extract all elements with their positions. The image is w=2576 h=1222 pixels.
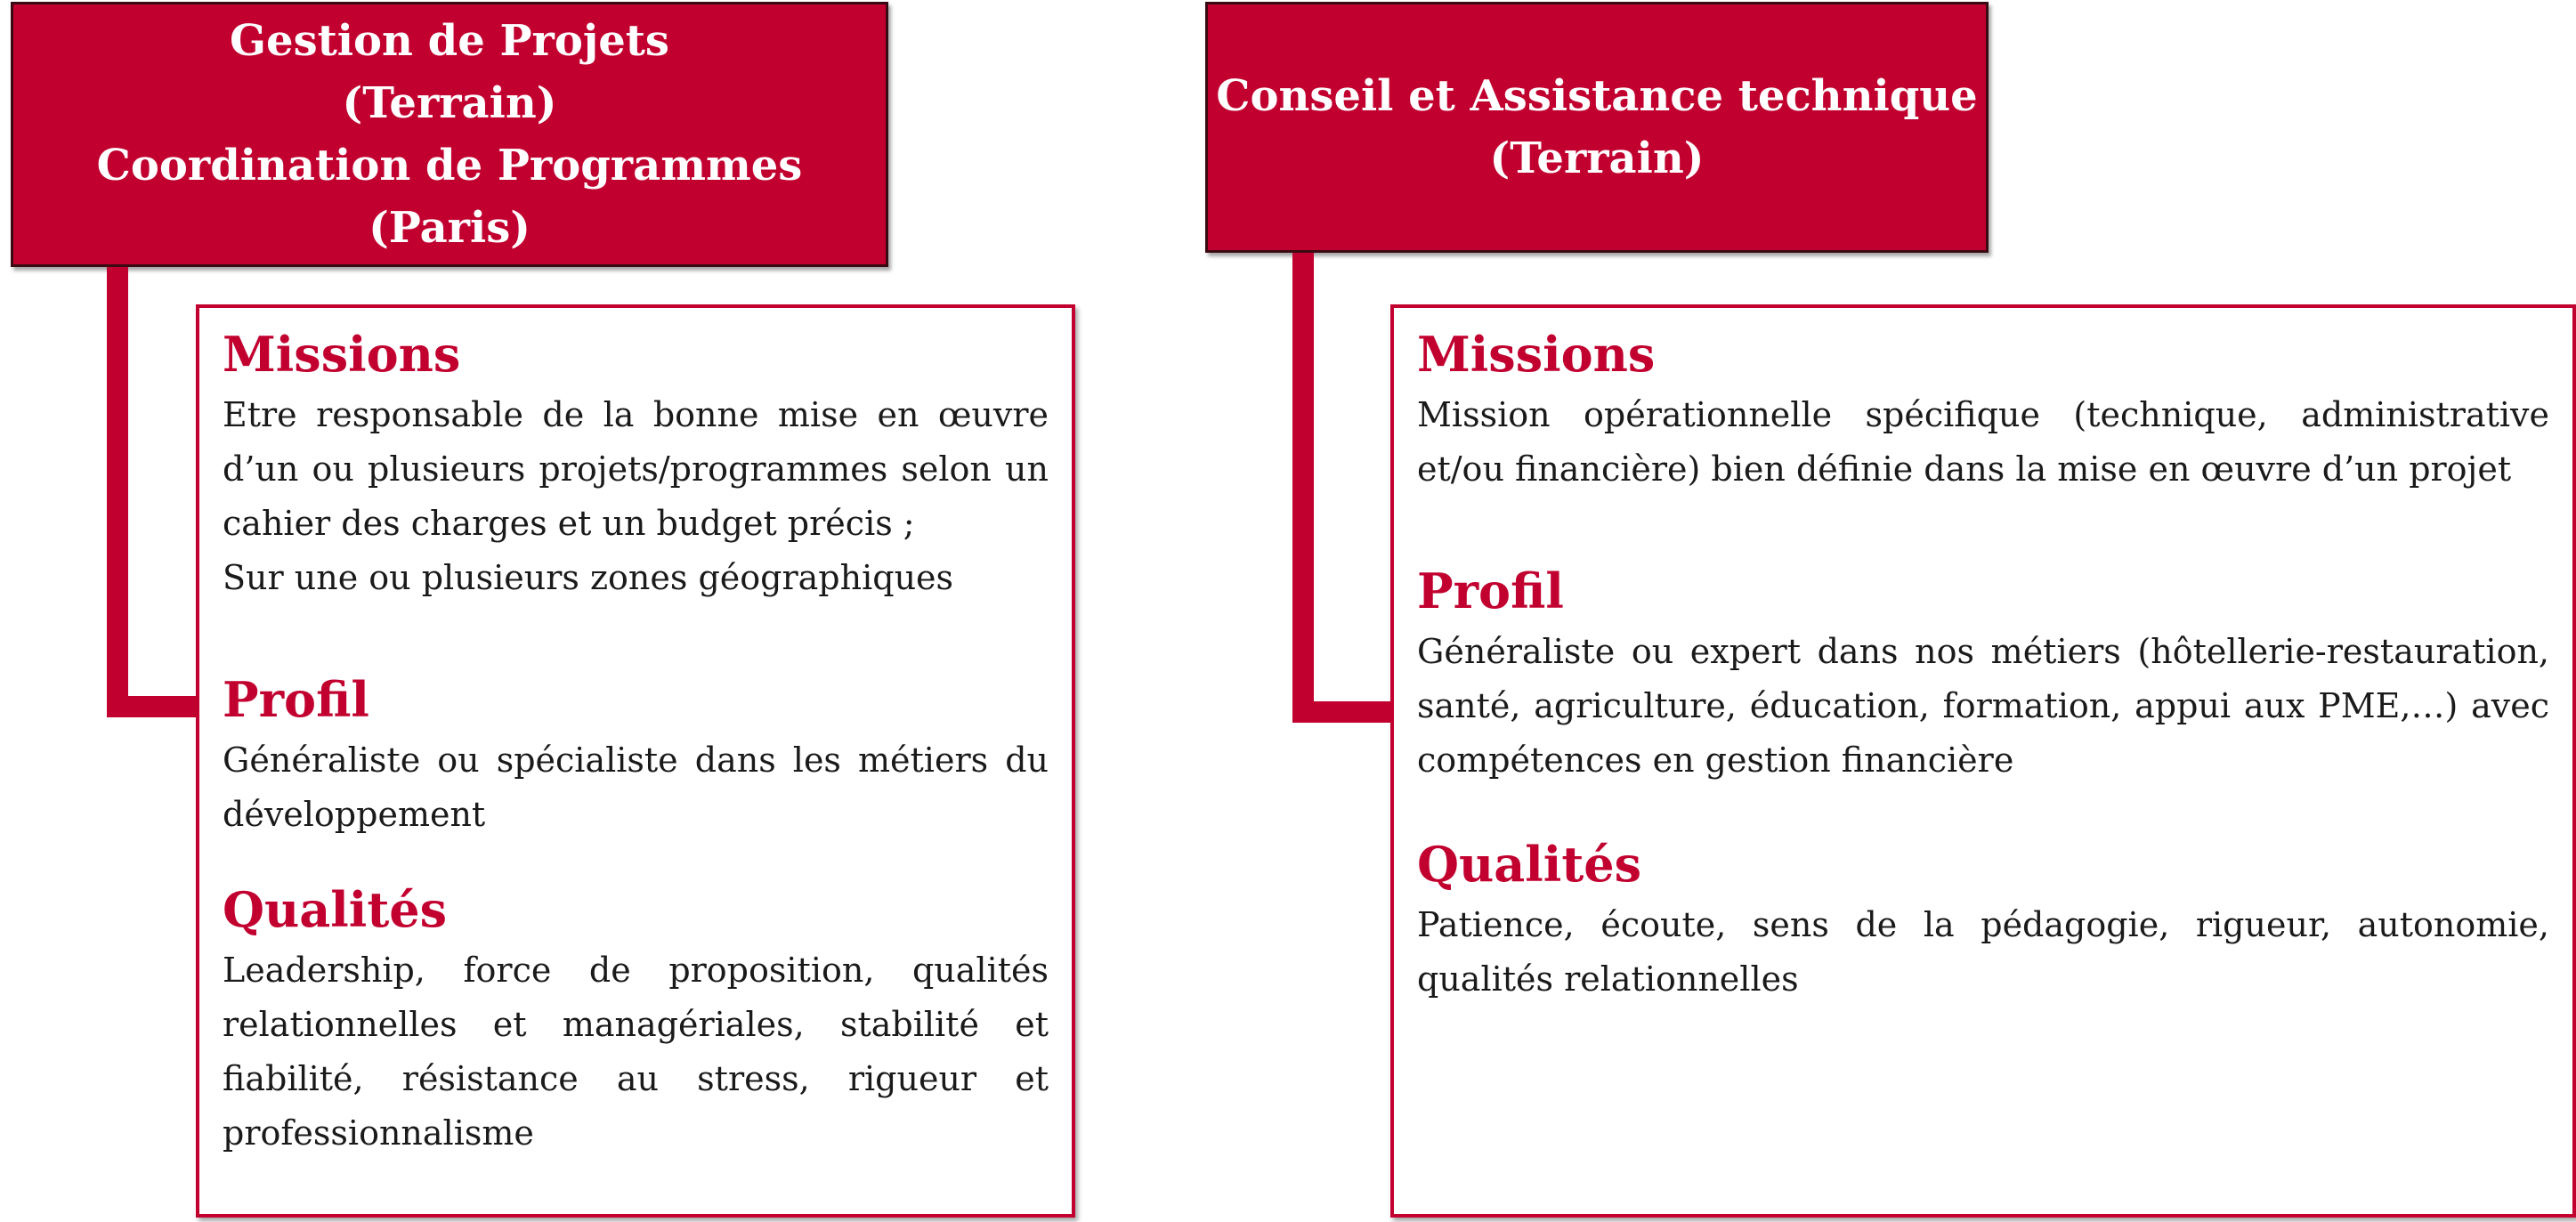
section-title: Qualités [223, 881, 448, 938]
right-content-box [1390, 304, 2576, 1218]
right-section-qualites [1417, 834, 2549, 1007]
left-section-profil [223, 669, 1049, 842]
section-title: Qualités [1417, 836, 1642, 893]
section-title: Missions [223, 326, 461, 383]
section-text: Leadership, force de proposition, qualités relationnelles et managériales, stabilité et fiabilité, résistance au stress, rigueur et professionnalisme [223, 951, 1049, 1153]
left-header-line: (Paris) [369, 203, 531, 253]
right-connector-vertical [1292, 253, 1314, 723]
left-column [0, 0, 1086, 1222]
section-title: Missions [1417, 326, 1656, 383]
section-text: Mission opérationnelle spécifique (technique, administrative et/ou financière) bien définie dans la mise en œuvre d’un projet [1417, 395, 2549, 489]
left-header-box [11, 2, 888, 267]
left-section-qualites [223, 879, 1049, 1161]
right-header-line: (Terrain) [1489, 134, 1705, 183]
left-connector-horizontal [107, 696, 196, 717]
section-text-para: Etre responsable de la bonne mise en œuvre d’un ou plusieurs projets/programmes selon un cahier des charges et un budget précis ; [223, 395, 1049, 543]
right-section-missions [1417, 324, 2549, 497]
right-header-box [1205, 2, 1989, 253]
left-connector-vertical [107, 267, 128, 717]
right-header-line: Conseil et Assistance technique [1216, 71, 1978, 121]
left-header-line: (Terrain) [342, 78, 557, 128]
right-column [1193, 0, 2549, 1222]
left-header-line: Coordination de Programmes [96, 141, 803, 190]
left-content-box [196, 304, 1075, 1218]
section-text [223, 388, 1049, 605]
right-connector-horizontal [1292, 701, 1399, 723]
right-section-profil [1417, 561, 2549, 788]
section-text-para: Sur une ou plusieurs zones géographiques [223, 558, 954, 597]
left-section-missions [223, 324, 1049, 605]
section-text: Généraliste ou expert dans nos métiers (hôtellerie-restauration, santé, agriculture, éducation, formation, appui aux PME,…) avec compétences en gestion financière [1417, 632, 2549, 780]
section-title: Profil [1417, 562, 1564, 619]
section-text: Patience, écoute, sens de la pédagogie, rigueur, autonomie, qualités relationnelles [1417, 905, 2549, 999]
section-title: Profil [223, 671, 369, 728]
left-header-line: Gestion de Projets [230, 16, 669, 66]
section-text: Généraliste ou spécialiste dans les métiers du développement [223, 740, 1049, 834]
